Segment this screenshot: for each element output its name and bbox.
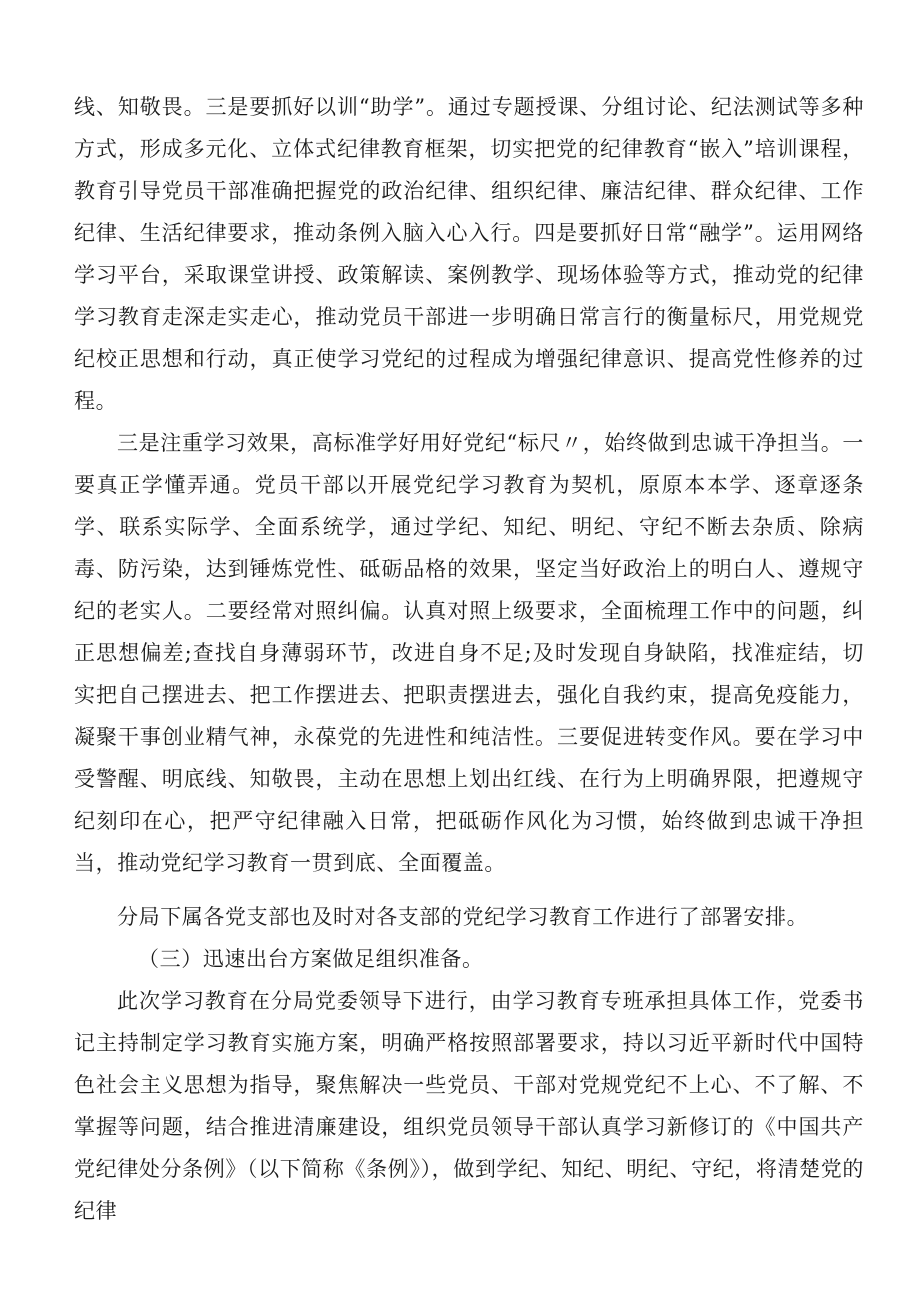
paragraph-continued: 线、知敬畏。三是要抓好以训“助学”。通过专题授课、分组讨论、纪法测试等多种方式，形成多元化、立体式纪律教育框架，切实把党的纪律教育“嵌入”培训课程，教育引导党员干部准确把握党的政治纪律、组织纪律、廉洁纪律、群众纪律、工作纪律、生活纪律要求，推动条例入脑入心入行。四是要抓好日常“融学”。运用网络学习平台，采取课堂讲授、政策解读、案例教学、现场体验等方式，推动党的纪律学习教育走深走实走心，推动党员干部进一步明确日常言行的衡量标尺，用党规党纪校正思想和行动，真正使学习党纪的过程成为增强纪律意识、提高党性修养的过程。 bbox=[74, 95, 864, 413]
section-heading-three: （三）迅速出台方案做足组织准备。 bbox=[138, 947, 484, 971]
paragraph-branch-arrangement: 分局下属各党支部也及时对各支部的党纪学习教育工作进行了部署安排。 bbox=[117, 905, 809, 929]
paragraph-plan: 此次学习教育在分局党委领导下进行，由学习教育专班承担具体工作，党委书记主持制定学习教育实施方案，明确严格按照部署要求，持以习近平新时代中国特色社会主义思想为指导，聚焦解决一些党员、干部对党规党纪不上心、不了解、不掌握等问题，结合推进清廉建设，组织党员领导干部认真学习新修订的《中国共产党纪律处分条例》（以下简称《条例》），做到学纪、知纪、明纪、守纪，将清楚党的纪律 bbox=[74, 989, 864, 1223]
document-body bbox=[74, 86, 864, 1232]
paragraph-third-point: 三是注重学习效果，高标准学好用好党纪“标尺〃，始终做到忠诚干净担当。一要真正学懂弄通。党员干部以开展党纪学习教育为契机，原原本本学、逐章逐条学、联系实际学、全面系统学，通过学纪、知纪、明纪、守纪不断去杂质、除病毒、防污染，达到锤炼党性、砥砺品格的效果，坚定当好政治上的明白人、遵规守纪的老实人。二要经常对照纠偏。认真对照上级要求，全面梳理工作中的问题，纠正思想偏差;查找自身薄弱环节，改进自身不足;及时发现自身缺陷，找准症结，切实把自己摆进去、把工作摆进去、把职责摆进去，强化自我约束，提高免疫能力，凝聚干事创业精气神，永葆党的先进性和纯洁性。三要促进转变作风。要在学习中受警醒、明底线、知敬畏，主动在思想上划出红线、在行为上明确界限，把遵规守纪刻印在心，把严守纪律融入日常，把砥砺作风化为习惯，始终做到忠诚干净担当，推动党纪学习教育一贯到底、全面覆盖。 bbox=[74, 431, 864, 875]
